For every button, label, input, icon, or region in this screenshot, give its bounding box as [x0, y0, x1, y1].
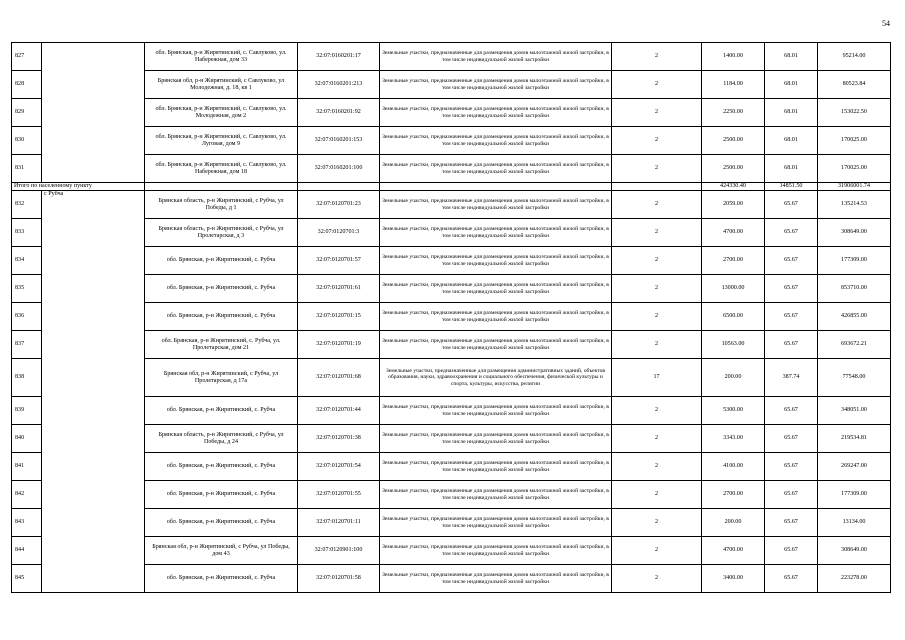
cadastral-value-cell: 170025.00	[818, 155, 891, 183]
locality-cell: с Рубча	[42, 191, 145, 593]
cadastral-number-cell: 32:07:0160201:213	[298, 71, 380, 99]
address-cell: Брянская обл, р-н Жирятинский, с Рубча, ул Пролетарская, д 17а	[145, 359, 298, 397]
row-number-cell: 844	[12, 537, 42, 565]
address-cell: обл. Брянская, р-н Жирятинский, с. Рубча	[145, 481, 298, 509]
cadastral-number-cell: 32:07:0160201:100	[298, 155, 380, 183]
cadastral-value-cell: 13134.00	[818, 509, 891, 537]
use-group-cell: 2	[612, 397, 702, 425]
address-cell: обл. Брянская, р-н Жирятинский, с. Савлуково, ул. Молодежная, дом 2	[145, 99, 298, 127]
cadastral-number-cell: 32:07:0160201:153	[298, 127, 380, 155]
cadastral-number-cell: 32:07:0120701:15	[298, 303, 380, 331]
address-cell: Брянская обл, р-н Жирятинский, с Савлуково, ул Молодежная, д. 18, кв 1	[145, 71, 298, 99]
land-use-cell: Земельные участки, предназначенные для размещения административных зданий, объектов образования, науки, здравоохранения и социального обеспечения, физической культуры и спорта, культуры, искусства, религии	[380, 359, 612, 397]
use-group-cell: 2	[612, 565, 702, 593]
address-cell: обл. Брянская, р-н Жирятинский, с. Рубча	[145, 303, 298, 331]
specific-value-cell: 65.67	[765, 537, 818, 565]
use-group-cell: 17	[612, 359, 702, 397]
cadastral-value-cell: 177309.00	[818, 247, 891, 275]
cadastral-value-cell: 170025.00	[818, 127, 891, 155]
specific-value-cell: 65.67	[765, 191, 818, 219]
specific-value-cell: 68.01	[765, 43, 818, 71]
row-number-cell: 832	[12, 191, 42, 219]
cadastral-value-cell: 348051.00	[818, 397, 891, 425]
cadastral-number-cell: 32:07:0120701:54	[298, 453, 380, 481]
use-group-cell: 2	[612, 275, 702, 303]
area-cell: 5300.00	[702, 397, 765, 425]
specific-value-cell: 65.67	[765, 565, 818, 593]
address-cell: Брянская область, р-н Жирятинский, с Рубча, ул Победы, д 24	[145, 425, 298, 453]
row-number-cell: 834	[12, 247, 42, 275]
cadastral-value-cell: 223278.00	[818, 565, 891, 593]
area-cell: 6500.00	[702, 303, 765, 331]
specific-value-cell: 65.67	[765, 247, 818, 275]
area-cell: 200.00	[702, 509, 765, 537]
cadastral-number-cell: 32:07:0120701:23	[298, 191, 380, 219]
area-cell: 2500.00	[702, 127, 765, 155]
summary-area: 424330.40	[702, 183, 765, 191]
cadastral-number-cell: 32:07:0160201:17	[298, 43, 380, 71]
land-use-cell: Земельные участки, предназначенные для размещения домов малоэтажной жилой застройки, в том числе индивидуальной жилой застройки	[380, 397, 612, 425]
area-cell: 4700.00	[702, 537, 765, 565]
specific-value-cell: 65.67	[765, 275, 818, 303]
row-number-cell: 827	[12, 43, 42, 71]
row-number-cell: 843	[12, 509, 42, 537]
cadastral-number-cell: 32:07:0120701:19	[298, 331, 380, 359]
row-number-cell: 845	[12, 565, 42, 593]
specific-value-cell: 68.01	[765, 71, 818, 99]
address-cell: Брянская обл, р-н Жирятинский, с Рубча, ул Победы, дом 43	[145, 537, 298, 565]
area-cell: 2250.00	[702, 99, 765, 127]
use-group-cell: 2	[612, 247, 702, 275]
specific-value-cell: 65.67	[765, 481, 818, 509]
use-group-cell: 2	[612, 537, 702, 565]
land-registry-table	[11, 42, 891, 593]
area-cell: 4100.00	[702, 453, 765, 481]
use-group-cell: 2	[612, 481, 702, 509]
land-use-cell: Земельные участки, предназначенные для размещения домов малоэтажной жилой застройки, в том числе индивидуальной жилой застройки	[380, 537, 612, 565]
address-cell: обл. Брянская, р-н Жирятинский, с. Рубча	[145, 397, 298, 425]
summary-empty-cell	[612, 183, 702, 191]
land-use-cell: Земельные участки, предназначенные для размещения домов малоэтажной жилой застройки, в том числе индивидуальной жилой застройки	[380, 275, 612, 303]
address-cell: обл. Брянская, р-н Жирятинский, с. Рубча	[145, 275, 298, 303]
area-cell: 200.00	[702, 359, 765, 397]
specific-value-cell: 387.74	[765, 359, 818, 397]
land-use-cell: Земельные участки, предназначенные для размещения домов малоэтажной жилой застройки, в том числе индивидуальной жилой застройки	[380, 127, 612, 155]
area-cell: 1184.00	[702, 71, 765, 99]
use-group-cell: 2	[612, 453, 702, 481]
row-number-cell: 831	[12, 155, 42, 183]
address-cell: обл. Брянская, р-н Жирятинский, с. Савлуково, ул. Набережная, дом 33	[145, 43, 298, 71]
address-cell: обл. Брянская, р-н Жирятинский, с. Савлуково, ул. Набережная, дом 18	[145, 155, 298, 183]
area-cell: 2700.00	[702, 481, 765, 509]
specific-value-cell: 65.67	[765, 453, 818, 481]
use-group-cell: 2	[612, 191, 702, 219]
table-row	[12, 191, 891, 219]
row-number-cell: 842	[12, 481, 42, 509]
rows-before-group	[12, 43, 891, 183]
use-group-cell: 2	[612, 71, 702, 99]
cadastral-number-cell: 32:07:0120701:38	[298, 425, 380, 453]
locality-cell	[42, 43, 145, 183]
use-group-cell: 2	[612, 331, 702, 359]
specific-value-cell: 65.67	[765, 425, 818, 453]
cadastral-value-cell: 853710.00	[818, 275, 891, 303]
specific-value-cell: 65.67	[765, 331, 818, 359]
area-cell: 13000.00	[702, 275, 765, 303]
land-use-cell: Земельные участки, предназначенные для размещения домов малоэтажной жилой застройки, в том числе индивидуальной жилой застройки	[380, 99, 612, 127]
summary-empty-cell	[380, 183, 612, 191]
row-number-cell: 830	[12, 127, 42, 155]
row-number-cell: 841	[12, 453, 42, 481]
summary-group	[12, 183, 891, 191]
cadastral-value-cell: 153022.50	[818, 99, 891, 127]
specific-value-cell: 68.01	[765, 127, 818, 155]
cadastral-value-cell: 693672.21	[818, 331, 891, 359]
use-group-cell: 2	[612, 219, 702, 247]
specific-value-cell: 65.67	[765, 397, 818, 425]
summary-rate: 14851.50	[765, 183, 818, 191]
page-number: 54	[882, 19, 890, 28]
row-number-cell: 835	[12, 275, 42, 303]
area-cell: 2700.00	[702, 247, 765, 275]
cadastral-value-cell: 308649.00	[818, 219, 891, 247]
use-group-cell: 2	[612, 43, 702, 71]
summary-value: 31906001.74	[818, 183, 891, 191]
land-use-cell: Земельные участки, предназначенные для размещения домов малоэтажной жилой застройки, в том числе индивидуальной жилой застройки	[380, 425, 612, 453]
land-use-cell: Земельные участки, предназначенные для размещения домов малоэтажной жилой застройки, в том числе индивидуальной жилой застройки	[380, 565, 612, 593]
land-use-cell: Земельные участки, предназначенные для размещения домов малоэтажной жилой застройки, в том числе индивидуальной жилой застройки	[380, 155, 612, 183]
land-use-cell: Земельные участки, предназначенные для размещения домов малоэтажной жилой застройки, в том числе индивидуальной жилой застройки	[380, 453, 612, 481]
cadastral-number-cell: 32:07:0120701:3	[298, 219, 380, 247]
row-number-cell: 828	[12, 71, 42, 99]
address-cell: обл. Брянская, р-н Жирятинский, с. Рубча	[145, 453, 298, 481]
rows-after-group	[12, 191, 891, 593]
row-number-cell: 838	[12, 359, 42, 397]
summary-empty-cell	[298, 183, 380, 191]
table-row	[12, 43, 891, 71]
specific-value-cell: 68.01	[765, 99, 818, 127]
land-use-cell: Земельные участки, предназначенные для размещения домов малоэтажной жилой застройки, в том числе индивидуальной жилой застройки	[380, 71, 612, 99]
use-group-cell: 2	[612, 99, 702, 127]
cadastral-number-cell: 32:07:0160201:92	[298, 99, 380, 127]
cadastral-number-cell: 32:07:0120701:58	[298, 565, 380, 593]
use-group-cell: 2	[612, 127, 702, 155]
area-cell: 4700.00	[702, 219, 765, 247]
specific-value-cell: 68.01	[765, 155, 818, 183]
cadastral-value-cell: 177309.00	[818, 481, 891, 509]
area-cell: 10563.00	[702, 331, 765, 359]
row-number-cell: 839	[12, 397, 42, 425]
row-number-cell: 837	[12, 331, 42, 359]
address-cell: Брянская область, р-н Жирятинский, с Рубча, ул Победы, д 1	[145, 191, 298, 219]
cadastral-value-cell: 135214.53	[818, 191, 891, 219]
cadastral-number-cell: 32:07:0120901:100	[298, 537, 380, 565]
land-use-cell: Земельные участки, предназначенные для размещения домов малоэтажной жилой застройки, в том числе индивидуальной жилой застройки	[380, 219, 612, 247]
cadastral-value-cell: 269247.00	[818, 453, 891, 481]
land-use-cell: Земельные участки, предназначенные для размещения домов малоэтажной жилой застройки, в том числе индивидуальной жилой застройки	[380, 481, 612, 509]
row-number-cell: 833	[12, 219, 42, 247]
cadastral-value-cell: 219534.81	[818, 425, 891, 453]
cadastral-number-cell: 32:07:0120701:11	[298, 509, 380, 537]
cadastral-number-cell: 32:07:0120701:44	[298, 397, 380, 425]
cadastral-number-cell: 32:07:0120701:61	[298, 275, 380, 303]
address-cell: обл. Брянская, р-н Жирятинский, с. Рубча, ул. Пролетарская, дом 21	[145, 331, 298, 359]
summary-row	[12, 183, 891, 191]
area-cell: 3343.00	[702, 425, 765, 453]
address-cell: Брянская область, р-н Жирятинский, с Рубча, ул Пролетарская, д 3	[145, 219, 298, 247]
use-group-cell: 2	[612, 509, 702, 537]
land-use-cell: Земельные участки, предназначенные для размещения домов малоэтажной жилой застройки, в том числе индивидуальной жилой застройки	[380, 509, 612, 537]
cadastral-value-cell: 80523.84	[818, 71, 891, 99]
address-cell: обл. Брянская, р-н Жирятинский, с. Рубча	[145, 247, 298, 275]
area-cell: 2059.00	[702, 191, 765, 219]
specific-value-cell: 65.67	[765, 303, 818, 331]
area-cell: 2500.00	[702, 155, 765, 183]
row-number-cell: 836	[12, 303, 42, 331]
cadastral-value-cell: 426855.00	[818, 303, 891, 331]
area-cell: 1400.00	[702, 43, 765, 71]
cadastral-number-cell: 32:07:0120701:55	[298, 481, 380, 509]
cadastral-value-cell: 308649.00	[818, 537, 891, 565]
cadastral-number-cell: 32:07:0120701:57	[298, 247, 380, 275]
row-number-cell: 829	[12, 99, 42, 127]
address-cell: обл. Брянская, р-н Жирятинский, с. Рубча	[145, 509, 298, 537]
address-cell: обл. Брянская, р-н Жирятинский, с. Савлуково, ул. Луговая, дом 9	[145, 127, 298, 155]
address-cell: обл. Брянская, р-н Жирятинский, с. Рубча	[145, 565, 298, 593]
land-use-cell: Земельные участки, предназначенные для размещения домов малоэтажной жилой застройки, в том числе индивидуальной жилой застройки	[380, 331, 612, 359]
use-group-cell: 2	[612, 155, 702, 183]
cadastral-value-cell: 77548.00	[818, 359, 891, 397]
cadastral-value-cell: 95214.00	[818, 43, 891, 71]
summary-empty-cell	[145, 183, 298, 191]
cadastral-number-cell: 32:07:0120701:68	[298, 359, 380, 397]
use-group-cell: 2	[612, 303, 702, 331]
use-group-cell: 2	[612, 425, 702, 453]
land-use-cell: Земельные участки, предназначенные для размещения домов малоэтажной жилой застройки, в том числе индивидуальной жилой застройки	[380, 191, 612, 219]
specific-value-cell: 65.67	[765, 509, 818, 537]
area-cell: 3400.00	[702, 565, 765, 593]
land-use-cell: Земельные участки, предназначенные для размещения домов малоэтажной жилой застройки, в том числе индивидуальной жилой застройки	[380, 303, 612, 331]
summary-label: Итого по населенному пункту	[12, 183, 145, 191]
land-use-cell: Земельные участки, предназначенные для размещения домов малоэтажной жилой застройки, в том числе индивидуальной жилой застройки	[380, 43, 612, 71]
row-number-cell: 840	[12, 425, 42, 453]
land-use-cell: Земельные участки, предназначенные для размещения домов малоэтажной жилой застройки, в том числе индивидуальной жилой застройки	[380, 247, 612, 275]
specific-value-cell: 65.67	[765, 219, 818, 247]
